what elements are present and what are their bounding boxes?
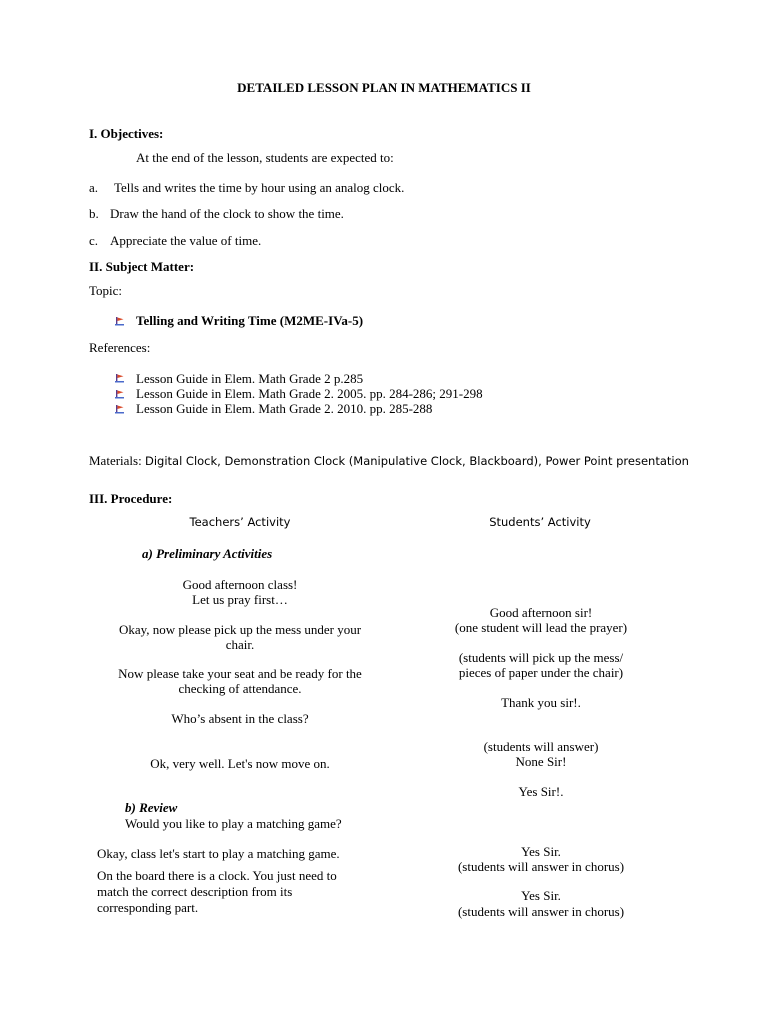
teacher-line: Now please take your seat and be ready for the (118, 666, 362, 681)
student-line: Yes Sir. (521, 844, 561, 859)
materials-label: Materials: (89, 453, 142, 468)
student-line: (one student will lead the prayer) (454, 620, 628, 635)
teachers-activity-header: Teachers’ Activity (189, 515, 291, 529)
teacher-line: corresponding part. (97, 900, 199, 915)
teacher-line: Let us pray first… (192, 592, 288, 607)
student-line: (students will answer in chorus) (457, 859, 625, 874)
review-label: b) Review (125, 800, 178, 815)
students-activity-header: Students’ Activity (489, 515, 591, 529)
topic-text: Telling and Writing Time (M2ME-IVa-5) (136, 313, 364, 328)
objective-item-b: Draw the hand of the clock to show the time. (110, 206, 344, 221)
teacher-line: checking of attendance. (178, 681, 302, 696)
teacher-line: match the correct description from its (97, 884, 293, 899)
student-line: (students will pick up the mess/ (458, 650, 624, 665)
procedure-heading: III. Procedure: (89, 491, 173, 506)
teacher-line: Good afternoon class! (182, 577, 298, 592)
student-line: Yes Sir!. (518, 784, 564, 799)
flag-bullet-icon (115, 389, 125, 399)
teacher-line: Who’s absent in the class? (171, 711, 309, 726)
student-line: Thank you sir!. (501, 695, 581, 710)
document-title: DETAILED LESSON PLAN IN MATHEMATICS II (237, 80, 531, 95)
preliminary-activities-label: a) Preliminary Activities (142, 546, 273, 561)
teacher-line: Okay, class let's start to play a matching game. (97, 846, 340, 861)
student-line: (students will answer in chorus) (457, 904, 625, 919)
teacher-line: On the board there is a clock. You just need to (97, 868, 337, 883)
objectives-heading: I. Objectives: (89, 126, 164, 141)
teacher-line: Okay, now please pick up the mess under your (118, 622, 362, 637)
review-question: Would you like to play a matching game? (125, 816, 342, 831)
flag-bullet-icon (115, 404, 125, 414)
flag-bullet-icon (115, 373, 125, 383)
topic-label: Topic: (89, 283, 123, 298)
student-line: Yes Sir. (521, 888, 561, 903)
objective-marker-c: c. (89, 233, 99, 248)
objective-item-c: Appreciate the value of time. (110, 233, 262, 248)
materials-text: Digital Clock, Demonstration Clock (Manipulative Clock, Blackboard), Power Point presentation (144, 454, 689, 468)
subject-matter-heading: II. Subject Matter: (89, 259, 195, 274)
student-line: (students will answer) (483, 739, 599, 754)
student-line: Good afternoon sir! (489, 605, 593, 620)
teacher-line: chair. (225, 637, 255, 652)
objectives-intro: At the end of the lesson, students are expected to: (136, 150, 394, 165)
reference-item: Lesson Guide in Elem. Math Grade 2. 2005. pp. 284-286; 291-298 (136, 386, 483, 401)
objective-marker-b: b. (89, 206, 99, 221)
teacher-line: Ok, very well. Let's now move on. (150, 756, 330, 771)
objective-item-a: Tells and writes the time by hour using an analog clock. (114, 180, 405, 195)
reference-item: Lesson Guide in Elem. Math Grade 2 p.285 (136, 371, 364, 386)
student-line: pieces of paper under the chair) (458, 665, 624, 680)
student-line: None Sir! (515, 754, 567, 769)
references-label: References: (89, 340, 151, 355)
flag-bullet-icon (115, 316, 125, 326)
objective-marker-a: a. (89, 180, 99, 195)
materials-line (89, 453, 689, 469)
reference-item: Lesson Guide in Elem. Math Grade 2. 2010. pp. 285-288 (136, 401, 433, 416)
